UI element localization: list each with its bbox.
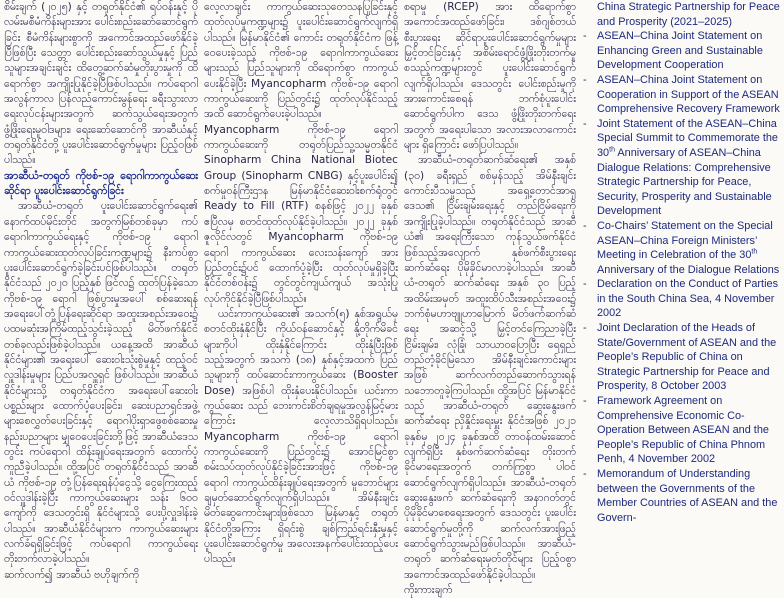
text-column-1: [4, 0, 198, 581]
reference-text: Framework Agreement on Comprehensive Economic Co-Operation Between ASEAN and the People’s Republic of China Phnom Penh, 4 November 2002: [597, 395, 769, 466]
ordinal-suffix: th: [751, 248, 758, 256]
reference-text: Joint Statement of the ASEAN–China Special Summit to Commemorate the 30th Anniversary of ASEAN–China Dialogue Relations: Comprehensive Strategic Partnership for Peace, Security, Prosperity and Sustainable Development: [597, 117, 778, 218]
reference-text: ASEAN–China Joint Statement on Enhancing Green and Sustainable Development Cooperation: [597, 30, 763, 72]
text-column-2: [204, 0, 398, 566]
paragraph: လေ့လာချင်း ကာကွယ်ဆေးသုတေသနပြုခြင်းနှင့် ထုတ်လုပ်မှုကဏ္ဍများ၌ ပူးပေါင်းဆောင်ရွက်လျက်ရှိပါသည်။ မြန်မာနိုင်ငံ၏ ကောင်း တရုတ်နိုင်ငံက ဖြန့်ဝေပေးခဲ့သည့် ကိုဗစ်-၁၉ ရောဂါကာကွယ်ဆေးများသည် ပြည်သူများကို ထိရောက်စွာ ကာကွယ်ပေးနိုင်ခဲ့ပြီး Myancopharm ကိုဗစ်-၁၉ ရောဂါကာကွယ်ဆေးကို ပြည်တွင်း၌ ထုတ်လုပ်နိုင်သည့်အထိ ဆောင်ရွက်ပေးခဲ့ပါသည်။: [204, 1, 398, 121]
paragraph: အာဆီယံ-တရုတ် ပူးပေါင်းဆောင်ရွက်ရေး၏ နောက်ထပ်မိုင်းတိုင် အတွက်မြစ်တစ်ခုမှာ ကပ်ရောဂါကာကွယ်ရေးနှင့် ကိုဗစ်-၁၉ ရောဂါ ကာကွယ်ဆေးထုတ်လုပ်ခြင်းကဏ္ဍများ၌ နီးကပ်စွာပူးပေါင်းဆောင်ရွက်ခဲ့ခြင်းပင်ဖြစ်ပါသည်။ တရုတ်နိုင်ငံသည် ၂၀၂၀ ပြည့်နှစ် ဖြင်လ၌ ထုတ်ပြန်ခဲ့သော ကိုဗစ်-၁၉ ရောဂါ ဖြစ်ပွားမှုအပေါ် စစ်ဆေးရန် အရေးပေါ်တုံ့ပြန်ရေးဆိုင်ရာ အထူးအစည်းအဝေး၌ ပထမဆုံးအကြိမ်ထည့်သွင်းခဲ့သည့် မိတ်ဖက်နိုင်ငံ တစ်ခုလည်းဖြစ်ခဲ့ပါသည်။ ယနေ့အထိ အာဆီယံနိုင်ငံများ၏ အရေးပေါ် ဆေးဝါးသုံးစွဲမှုနှင့် ထည့်ဝင်လှူဒါန်းမှုများ ပြည်ပအလှူရှင် ဖြစ်ပါသည်။ အာဆီယံနိုင်ငံများသို့ တရုတ်နိုင်ငံက အရေးပေါ်ဆေးဝါးပစ္စည်းများ ထောက်ပံ့ပေးခြင်း၊ ဆေးပညာရှင်အဖွဲ့များစေလွှတ်ပေးခြင်းနှင့် ရောဂါပိုးရှာဖွေစစ်ဆေးမှု နည်းပညာများ မျှဝေပေးခြင်းတို့ဖြင့် အာဆီယံဒေသတွင်း ကပ်ရောဂါ ထိန်းချုပ်ရေးအတွက် ထောက်ပံ့ကူညီခဲ့ပါသည်။ ထို့အပြင် တရုတ်နိုင်ငံသည် အာဆီယံ ကိုဗစ်-၁၉ တုံ့ပြန်ရေးရန်ပုံငွေသို့ ငွေကြေးထည့်ဝင်လှူဒါန်းခဲ့ပြီး ကာကွယ်ဆေးများ သန်း ၆၀၀ ကျော်ကို ဒေသတွင်းရှိ နိုင်ငံများသို့ ပေးပို့လှူဒါန်းခဲ့ပါသည်။ အာဆီယံနိုင်ငံများက ကာကွယ်ဆေးများ လက်ခံရရှိခြင်းဖြင့် ကပ်ရောဂါ ကာကွယ်ရေး တိုးတက်လာခဲ့ပါသည်။: [4, 200, 198, 566]
reference-item: [582, 219, 784, 277]
dash-bullet: -: [583, 322, 587, 335]
paragraph: စရာမှု (RCEP) အား ထိရောက်စွာအကောင်အထည်ဖော်ခြင်း၊ ဒစ်ဂျစ်တယ်စီးပွားရေး ဆိုင်ရာပူးပေါင်းဆောင်ရွက်မှုများ မြှင့်တင်ခြင်းနှင့် အစိမ်းရောင်ဖွံ့ဖြိုးတိုးတက်မှု စသည့်ကဏ္ဍများတွင် ပူးပေါင်းဆောင်ရွက်လျက်ရှိပါသည်။ ဒေသတွင်း ပေါင်းစည်းမှုကို အားကောင်းစေရန် ဘက်စုံပူးပေါင်းဆောင်ရွက်ပါက ဒေသ ဖွံ့ဖြိုးတိုးတက်ရေးအတွက် အရေးပါသော အလားအလာကောင်းများ ရှိကြောင်း ဖော်ပြပါသည်။: [404, 1, 576, 152]
reference-text: ASEAN–China Joint Statement on Cooperation in Support of the ASEAN Comprehensive Recovery Framework: [597, 73, 780, 116]
paragraph: ဆက်လက်၍ အာဆီယံ ဗဟိုချက်ကို: [4, 568, 139, 581]
reference-item: [582, 394, 784, 467]
reference-item: [582, 467, 784, 525]
reference-item: [582, 277, 784, 321]
section-heading: အာဆီယံ-တရုတ် ကိုဗစ်-၁၉ ရောဂါကာကွယ်ဆေးဆိုင်ရာ ပူးပေါင်းဆောင်ရွက်ခြင်း: [4, 169, 198, 198]
dash-bullet: -: [583, 30, 587, 43]
paragraph: အာဆီယံ-တရုတ်ဆက်ဆံရေး၏ အနှစ် (၃၀) ခရီးရှည် စစ်မှန်သည့် အိမ်နီးချင်းကောင်းပီသမှုသည် အရှေ့တောင်အာရှဒေသ၏ ငြိမ်းချမ်းရေးနှင့် တည်ငြိမ်ရေးကို အကျိုးပြုခဲ့ပါသည်။ တရုတ်နိုင်ငံသည် အာဆီယံ၏ အရေးကြီးသော ကုန်သွယ်ဖက်နိုင်ငံ ဖြစ်သည့်အလျောက် နှစ်ဖက်စီးပွားရေး ဆက်ဆံရေး ပိုမိုခိုင်မာလာခဲ့ပါသည်။ အာဆီယံ-တရုတ် ဆက်ဆံရေး အနှစ် ၃၀ ပြည့်အထိမ်းအမှတ် အထူးထိပ်သီးအစည်းအဝေး၌ ဘက်စုံမဟာဗျူဟာမြောက် မိတ်ဖက်ဆက်ဆံရေး အဆင့်သို့ မြှင့်တင်ကြေညာခဲ့ပြီး ငြိမ်းချမ်း၊ လုံခြုံ၊ သာယာဝပြောပြီး ရေရှည်တည်တံ့ခိုင်မြဲသော အိမ်နီးချင်းကောင်းများ အဖြစ် ဆက်လက်တည်ဆောက်သွားရန် သဘောတူခဲ့ကြပါသည်။ ထို့အပြင် မြန်မာနိုင်ငံသည် အာဆီယံ-တရုတ် ဆွေးနွေးဖက် ဆက်ဆံရေး ညှိနှိုင်းရေးမှူး နိုင်ငံအဖြစ် ၂၀၂၁ ခုနှစ်မှ ၂၀၂၄ ခုနှစ်အထိ တာဝန်ထမ်းဆောင်လျက်ရှိပြီး နှစ်ဖက်ဆက်ဆံရေး တိုးတက်ခိုင်မာရေးအတွက် တက်ကြွစွာ ပါဝင်ဆောင်ရွက်လျက်ရှိပါသည်။ အာဆီယံ-တရုတ် ဆွေးနွေးဖက် ဆက်ဆံရေးကို အနာဂတ်တွင် ပိုမိုခိုင်မာစေရေးအတွက် ဒေသတွင်း ပူးပေါင်းဆောင်ရွက်မှုတို့ကို ဆက်လက်အားဖြည့်ဆောင်ရွက်သွားမည်ဖြစ်ပါသည်။ အာဆီယံ-တရုတ် ဆက်ဆံရေးမှတ်တိုင်များ ပြည့်ဝစွာ အကောင်အထည်ဖော်နိုင်ခဲ့ပါသည်။: [404, 154, 576, 581]
references-heading: ကိုးကားချက်: [404, 584, 453, 597]
dash-bullet: -: [583, 73, 587, 86]
ordinal-suffix: th: [609, 146, 615, 154]
paragraph: Myancopharm ကိုဗစ်-၁၉ ရောဂါ ကာကွယ်ဆေးကို တရုတ်ပြည်သူ့သမ္မတနိုင်ငံ Sinopharm China National Biotec Group (Sinopharm CNBG) နှင့်ပူးပေါင်း၍ စက်မှုဝန်ကြီးဌာန မြန်မာနိုင်ငံဆေးဝါးစက်ရုံတွင် Ready to Fill (RTF) စနစ်ဖြင့် ၂၀၂၂ ခုနှစ် ဧပြီလမှ စတင်ထုတ်လုပ်နိုင်ခဲ့ပါသည်။ ၂၀၂၂ ခုနှစ် ဇူလိုင်လတွင် Myancopharm ကိုဗစ်-၁၉ ရောဂါ ကာကွယ်ဆေး လေးသန်းကျော် အား ပြည်တွင်း၌ပင် ထောက်ပံ့ခဲ့ပြီး ထုတ်လုပ်မှုရှိခဲ့ပြီး နိုင်ငံတစ်ဝန်း၌ တွင်တွင်ကျယ်ကျယ် အသုံးပြုလုပ်ကိုင်နိုင်ခဲ့ပြီဖြစ်ပါသည်။: [204, 123, 398, 305]
dash-bullet: -: [583, 117, 587, 130]
reference-text: Declaration on the Conduct of Parties in the South China Sea, 4 November 2002: [597, 278, 779, 320]
paragraph: ယင်းကာကွယ်ဆေး၏ အသက်(၅) နှစ်အရွယ်မှ စတင်ထိုးနှံနိုင်ပြီး ကိုယ်ဝန်ဆောင်နှင့် နို့တိုက်မိခင်များကိုပါ ထိုးနှံနိုင်ကြောင်း ထိုးနှံပြီးဖြစ်သည့်အတွက် အသက် (၁၈) နှစ်နှင့်အထက် ပြည်သူများကို ထပ်ဆောင်းကာကွယ်ဆေး (Booster Dose) အဖြစ်ပါ ထိုးနှံပေးနိုင်ပါသည်။ ယင်းကာကွယ်ဆေး သည် ဘေးကင်းစိတ်ချရမှုအလွန်မြင့်မားကြောင်း လေ့လာသိရှိရပါသည်။ Myancopharm ကိုဗစ်-၁၉ ရောဂါ ကာကွယ်ဆေးကို ပြည်တွင်း၌ အောင်မြင်စွာ စမ်းသပ်ထုတ်လုပ်နိုင်ခဲ့ခြင်းအားဖြင့် ကိုဗစ်-၁၉ ရောဂါ ကာကွယ်ထိန်းချုပ်ရေးအတွက် မူဘောင်များ ချမှတ်ဆောင်ရွက်လျက်ရှိပါသည်။ အိမ်နီးချင်းမိတ်ဆွေကောင်းများဖြစ်သော မြန်မာနှင့် တရုတ် နိုင်ငံတို့အကြား ရှိရင်းစွဲ ချစ်ကြည်ရင်းနှီးမှုနှင့် ပူးပေါင်းဆောင်ရွက်မှု အလေးအနက်ပေါင်းထည့်ပေးပါသည်။: [204, 307, 398, 566]
dash-bullet: -: [583, 395, 587, 408]
reference-text: Co-Chairs’ Statement on the Special ASEAN–China Foreign Ministers’ Meeting in Celebration of the 30th Anniversary of the Dialogue Relations: [597, 219, 780, 276]
reference-item: [582, 117, 784, 219]
dash-bullet: -: [583, 278, 587, 291]
reference-text: Joint Declaration of the Heads of State/Government of ASEAN and the People’s Republic of China on Strategic Partnership for Peace and Prosperity, 8 October 2003: [597, 322, 777, 393]
reference-item: [582, 29, 784, 73]
dash-bullet: -: [583, 219, 587, 232]
dash-bullet: -: [583, 468, 587, 480]
reference-list: [582, 0, 784, 525]
paragraph: စိမ်းချက် (၂၀၂၅) နှင့် တရုတ်နိုင်ငံ၏ ရပ်ဝန်းနှင့် ပိုလမ်းမစီမံကိန်းများအား ပေါင်းစည်းဆော်ဆောင်ရွက်ခြင်း စီမံကိန်းများစွာကို အကောင်အထည်ဖော်နိုင်ခဲ့ပြီဖြစ်ပြီး သေတ္တာ ပေါင်းစည်းဆော်သွယ်မှုနှင့် ပြည်သူများအချင်းချင်း ထိတွေ့ဆက်ဆံမှုတိုးပွားမှုကို ထိရောက်စွာ အကျိုးပြုနိုင်ခဲ့ပြီဖြစ်ပါသည်။ ကပ်ရောဂါအလွန်ကာလ ပြန်လည်ကောင်းမွန်ရေး ခရီးသွားလာရေးလုပ်ငန်းများအတွက် ဆက်သွယ်ရေးအတွက်ဖွံ့ဖြိုးရေးမူဝါဒများ၊ ရေးဆော်ဆောင်ကို အာဆီယံနှင့် တရုတ်နိုင်ငံတို့ ပူးပေါင်းဆောင်ရွက်မှုများ ပြည့်ဝဖြစ်ပါသည်။: [4, 1, 198, 167]
reference-text: Memorandum of Understanding between the Governments of the Member Countries of ASEAN and the Govern-: [597, 468, 778, 524]
text-column-3: [404, 0, 576, 597]
reference-item: [582, 0, 784, 29]
reference-text: China Strategic Partnership for Peace and Prosperity (2021–2025): [597, 1, 780, 28]
reference-item: [582, 73, 784, 117]
reference-item: [582, 321, 784, 394]
references-column: [582, 0, 784, 535]
